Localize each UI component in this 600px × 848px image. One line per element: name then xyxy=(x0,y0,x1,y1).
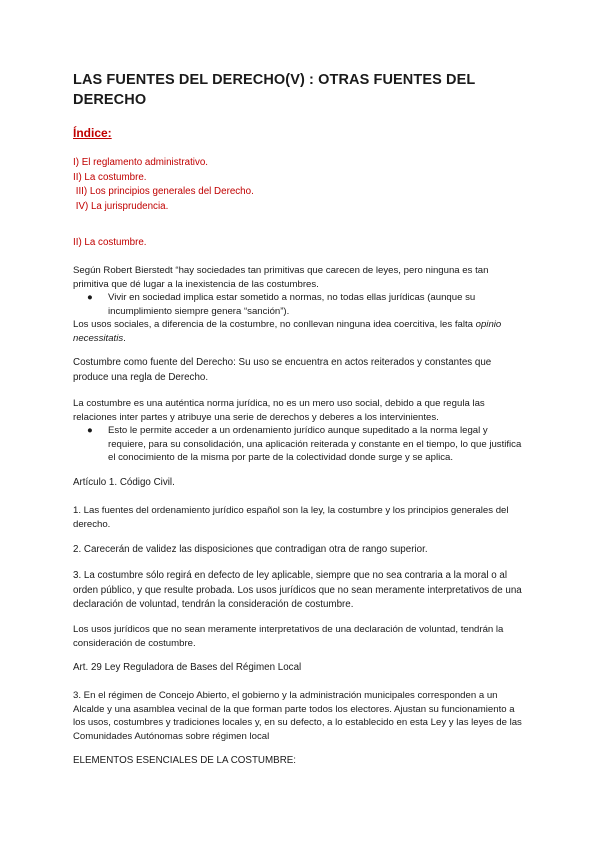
paragraph-text: Los usos sociales, a diferencia de la costumbre, no conllevan ninguna idea coercitiva, les falta xyxy=(73,319,476,330)
article-29-heading: Art. 29 Ley Reguladora de Bases del Régimen Local xyxy=(73,662,302,673)
index-item[interactable]: III) Los principios generales del Derecho. xyxy=(73,186,254,197)
paragraph-usos-juridicos: Los usos jurídicos que no sean meramente interpretativos de una declaración de voluntad, tendrán la consideración de costumbre. xyxy=(73,624,504,649)
article-1-paragraph-3: 3. La costumbre sólo regirá en defecto de ley aplicable, siempre que no sea contraria a la moral o al orden público, y que resulte probada. Los usos jurídicos que no sean meramente interpretativos de una declaración de voluntad, tendrán la consideración de costumbre. xyxy=(73,570,522,610)
section-heading: II) La costumbre. xyxy=(73,237,147,248)
elements-heading: ELEMENTOS ESENCIALES DE LA COSTUMBRE: xyxy=(73,755,297,766)
paragraph-bierstedt: Según Robert Bierstedt “hay sociedades tan primitivas que carecen de leyes, pero ninguna es tan primitiva que dé lugar a la inexistencia de las costumbres. xyxy=(73,265,489,290)
article-29-paragraph: 3. En el régimen de Concejo Abierto, el gobierno y la administración municipales corresponden a un Alcalde y una asamblea vecinal de la que forman parte todos los electores. Ajustan su funcionamiento a los usos, costumbres y tradiciones locales y, en su defecto, a lo establecido en esta Ley y las leyes de las Comunidades Autónomas sobre régimen local xyxy=(73,690,522,742)
index-list xyxy=(73,156,523,214)
bullet-text: Esto le permite acceder a un ordenamiento jurídico aunque supeditado a la norma legal y requiere, para su consolidación, una aplicación reiterada y constante en el tiempo, lo que justifica el conocimiento de la misma por parte de la colectividad donde surge y se aplica. xyxy=(108,425,522,463)
page-title: LAS FUENTES DEL DERECHO(V) : OTRAS FUENTES DEL DERECHO xyxy=(73,72,476,108)
bullet-icon: ● xyxy=(87,292,93,303)
italic-term: opinio necessitatis xyxy=(73,319,502,344)
index-item[interactable]: I) El reglamento administrativo. xyxy=(73,157,209,168)
bullet-item xyxy=(87,291,522,318)
bullet-icon: ● xyxy=(87,425,93,436)
index-item[interactable]: IV) La jurisprudencia. xyxy=(73,200,169,212)
paragraph-end: . xyxy=(123,332,126,344)
paragraph-norma-juridica: La costumbre es una auténtica norma jurídica, no es un mero uso social, debido a que regula las relaciones inter partes y atribuye una serie de derechos y deberes a los intervinientes. xyxy=(73,398,485,423)
article-1-heading: Artículo 1. Código Civil. xyxy=(73,477,175,488)
bullet-text: Vivir en sociedad implica estar sometido a normas, no todas ellas jurídicas (aunque su incumplimiento siempre genera “sanción”). xyxy=(108,292,476,317)
index-item[interactable]: II) La costumbre. xyxy=(73,171,147,183)
article-1-paragraph-2: 2. Carecerán de validez las disposiciones que contradigan otra de rango superior. xyxy=(73,544,428,555)
article-1-paragraph-1: 1. Las fuentes del ordenamiento jurídico español son la ley, la costumbre y los principios generales del derecho. xyxy=(73,505,509,530)
paragraph-fuente-derecho: Costumbre como fuente del Derecho: Su uso se encuentra en actos reiterados y constantes que produce una regla de Derecho. xyxy=(73,357,492,383)
paragraph-usos-sociales xyxy=(73,318,523,345)
index-heading: Índice: xyxy=(73,126,112,140)
bullet-item xyxy=(87,424,522,465)
